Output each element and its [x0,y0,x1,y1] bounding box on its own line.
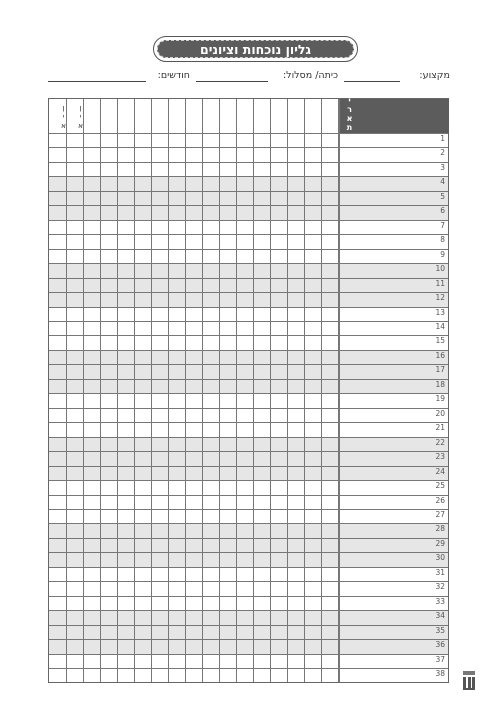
date-header-label: תאריך [345,87,354,132]
page-title: גליון נוכחות וציונים [157,40,354,58]
row-number: 15 [435,336,445,346]
row-number: 35 [435,625,445,635]
row-number: 4 [440,177,445,187]
row-number: 33 [435,596,445,606]
row-number: 18 [435,379,445,389]
class-label: כיתה/ מסלול: [282,70,338,81]
row-number: 22 [435,437,445,447]
column-divider [304,99,305,682]
publisher-logo-icon [462,670,476,692]
row-number: 31 [435,567,445,577]
column-divider [287,99,288,682]
column-divider [66,99,67,682]
column-divider [151,99,152,682]
row-number: 1 [440,134,445,143]
class-field[interactable] [196,81,268,82]
row-number: 25 [435,481,445,491]
column-divider [117,99,118,682]
row-number: 24 [435,466,445,476]
row-number: 21 [435,423,445,433]
row-number: 29 [435,538,445,548]
column-divider [185,99,186,682]
row-number: 23 [435,452,445,462]
row-number: 34 [435,611,445,621]
row-number: 8 [440,235,445,245]
row-number: 10 [435,264,445,274]
months-label: חודשים: [157,70,190,81]
title-frame [153,36,358,62]
row-number: 16 [435,350,445,360]
column-divider [202,99,203,682]
column-divider [168,99,169,682]
row-number: 13 [435,307,445,317]
row-number: 26 [435,495,445,505]
row-number: 7 [440,220,445,230]
row-number: 6 [440,206,445,216]
attendance-label-1: אין [59,103,68,130]
row-number: 5 [440,191,445,201]
profession-field[interactable] [344,81,400,82]
column-divider [321,99,322,682]
column-divider [83,99,84,682]
column-divider [270,99,271,682]
row-number: 27 [435,509,445,519]
attendance-sheet [48,87,449,683]
row-number: 32 [435,582,445,592]
row-number: 17 [435,365,445,375]
row-number: 38 [435,669,445,679]
row-number: 2 [440,148,445,158]
row-number: 19 [435,394,445,404]
attendance-label-2: אין [76,103,85,130]
row-number: 20 [435,408,445,418]
table-columns [49,87,448,682]
column-divider [100,99,101,682]
row-number: 11 [435,278,445,288]
row-number: 28 [435,524,445,534]
date-column-divider [339,99,340,682]
row-number: 3 [440,162,445,172]
column-divider [253,99,254,682]
row-number: 12 [435,293,445,303]
column-divider [236,99,237,682]
months-field[interactable] [48,81,146,82]
column-divider [134,99,135,682]
fields-row [48,70,450,84]
profession-label: מקצוע: [419,70,450,81]
row-number: 37 [435,654,445,664]
column-divider [219,99,220,682]
row-number: 9 [440,249,445,259]
row-number: 36 [435,640,445,650]
row-number: 30 [435,553,445,563]
row-number: 14 [435,321,445,331]
